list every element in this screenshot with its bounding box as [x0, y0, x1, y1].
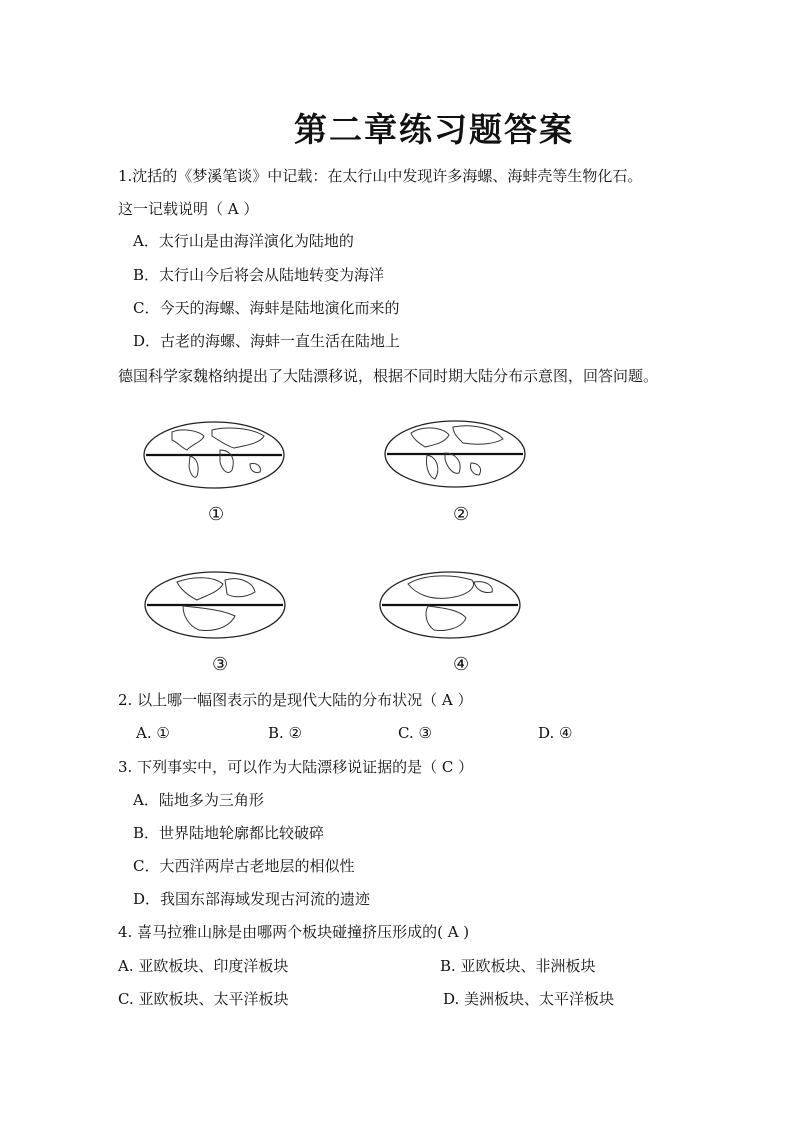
q2-option-a: A. ① — [136, 724, 170, 742]
q4-option-b: B. 亚欧板块、非洲板块 — [440, 957, 596, 975]
q1-option-d: D．古老的海螺、海蚌一直生活在陆地上 — [133, 332, 401, 350]
q2-stem: 2. 以上哪一幅图表示的是现代大陆的分布状况（ A ） — [118, 691, 473, 709]
page-title: 第二章练习题答案 — [294, 110, 574, 149]
q1-stem-line1: 1.沈括的《梦溪笔谈》中记载：在太行山中发现许多海螺、海蚌壳等生物化石。 — [118, 167, 643, 185]
q3-option-c: C．大西洋两岸古老地层的相似性 — [133, 857, 355, 875]
q4-option-a: A. 亚欧板块、印度洋板块 — [118, 957, 289, 975]
map-1-present-day — [142, 420, 286, 490]
q2-option-b: B. ② — [268, 724, 303, 742]
q3-option-b: B．世界陆地轮廓都比较破碎 — [133, 824, 325, 842]
q1-option-a: A．太行山是由海洋演化为陆地的 — [133, 232, 354, 250]
q2-option-c: C. ③ — [398, 724, 432, 742]
q3-option-a: A．陆地多为三角形 — [133, 791, 264, 809]
map-1-label: ① — [208, 504, 225, 525]
intro-text: 德国科学家魏格纳提出了大陆漂移说，根据不同时期大陆分布示意图，回答问题。 — [118, 367, 659, 385]
q1-option-b: B．太行山今后将会从陆地转变为海洋 — [133, 266, 385, 284]
q4-option-d: D. 美洲板块、太平洋板块 — [443, 990, 615, 1008]
q1-stem-line2: 这一记载说明（ A ） — [118, 200, 259, 218]
q4-option-c: C. 亚欧板块、太平洋板块 — [118, 990, 289, 1008]
q3-option-d: D．我国东部海域发现古河流的遗迹 — [133, 890, 371, 908]
q4-stem: 4. 喜马拉雅山脉是由哪两个板块碰撞挤压形成的( A ) — [118, 923, 470, 941]
map-2-label: ② — [453, 504, 470, 525]
q3-stem: 3. 下列事实中，可以作为大陆漂移说证据的是（ C ） — [118, 758, 474, 776]
map-2 — [383, 419, 527, 489]
map-4-label: ④ — [453, 654, 470, 675]
q1-option-c: C．今天的海螺、海蚌是陆地演化而来的 — [133, 299, 400, 317]
q2-option-d: D. ④ — [538, 724, 573, 742]
map-3-label: ③ — [212, 654, 229, 675]
map-3 — [143, 570, 287, 640]
map-4 — [378, 570, 522, 640]
